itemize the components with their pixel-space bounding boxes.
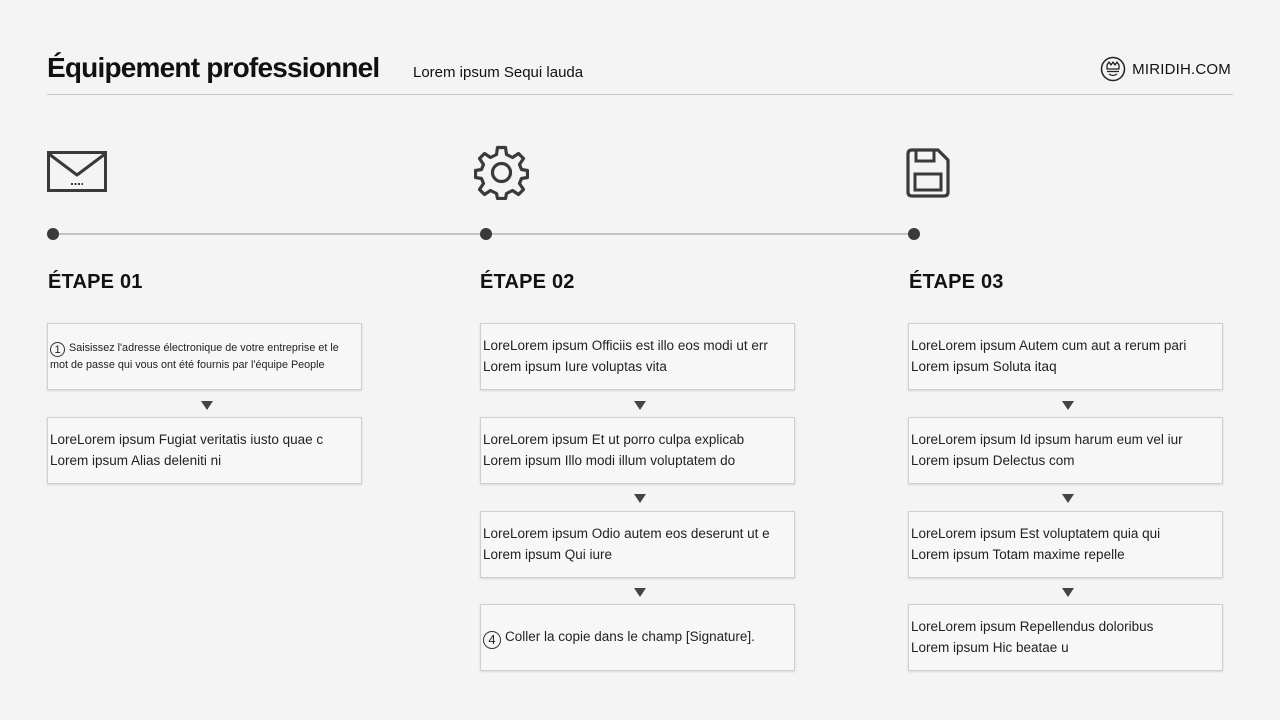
brand-name: MIRIDIH.COM [1132, 60, 1231, 78]
step3-card-1 [908, 323, 1223, 390]
card-text: 1 Saisissez l'adresse électronique de votre entreprise et le mot de passe qui vous ont été fournis par l'équipe People [50, 342, 339, 371]
page-subtitle: Lorem ipsum Sequi lauda [413, 64, 584, 81]
timeline-dot-2 [480, 228, 492, 240]
step2-card-4 [480, 604, 795, 671]
card-text: LoreLorem ipsum Est voluptatem quia qui Lorem ipsum Totam maxime repelle [911, 526, 1161, 562]
step-title-2: ÉTAPE 02 [480, 271, 575, 293]
timeline-dot-1 [47, 228, 59, 240]
card-text: LoreLorem ipsum Id ipsum harum eum vel iur Lorem ipsum Delectus com [911, 432, 1183, 468]
step3-card-3 [908, 511, 1223, 578]
down-arrow-icon [634, 588, 646, 597]
step-number-badge: 1 [50, 342, 65, 357]
timeline-dot-3 [908, 228, 920, 240]
step-title-1: ÉTAPE 01 [48, 271, 143, 293]
card-text: LoreLorem ipsum Officiis est illo eos modi ut err Lorem ipsum Iure voluptas vita [483, 338, 768, 374]
step1-card-2 [47, 417, 362, 484]
page-title: Équipement professionnel [47, 52, 380, 83]
step2-card-3 [480, 511, 795, 578]
step1-card-1 [47, 323, 362, 390]
brand-logo-icon [1100, 56, 1126, 82]
down-arrow-icon [1062, 401, 1074, 410]
step3-card-4 [908, 604, 1223, 671]
card-text: LoreLorem ipsum Fugiat veritatis iusto quae c Lorem ipsum Alias deleniti ni [50, 432, 324, 468]
step-number-badge: 4 [483, 631, 501, 649]
card-text: 4 Coller la copie dans le champ [Signature]. [483, 627, 755, 649]
down-arrow-icon [1062, 588, 1074, 597]
page-header [47, 50, 1233, 95]
step2-card-1 [480, 323, 795, 390]
step2-card-2 [480, 417, 795, 484]
step3-card-2 [908, 417, 1223, 484]
card-text: LoreLorem ipsum Odio autem eos deserunt ut e Lorem ipsum Qui iure [483, 526, 770, 562]
down-arrow-icon [1062, 494, 1074, 503]
card-text: LoreLorem ipsum Autem cum aut a rerum pari Lorem ipsum Soluta itaq [911, 338, 1187, 374]
brand[interactable] [1100, 56, 1231, 82]
down-arrow-icon [201, 401, 213, 410]
save-icon [905, 148, 951, 198]
down-arrow-icon [634, 494, 646, 503]
card-text: LoreLorem ipsum Repellendus doloribus Lorem ipsum Hic beatae u [911, 619, 1154, 655]
gear-icon [474, 145, 529, 200]
envelope-icon [47, 151, 107, 193]
step-title-3: ÉTAPE 03 [909, 271, 1004, 293]
down-arrow-icon [634, 401, 646, 410]
card-text: LoreLorem ipsum Et ut porro culpa explicab Lorem ipsum Illo modi illum voluptatem do [483, 432, 745, 468]
